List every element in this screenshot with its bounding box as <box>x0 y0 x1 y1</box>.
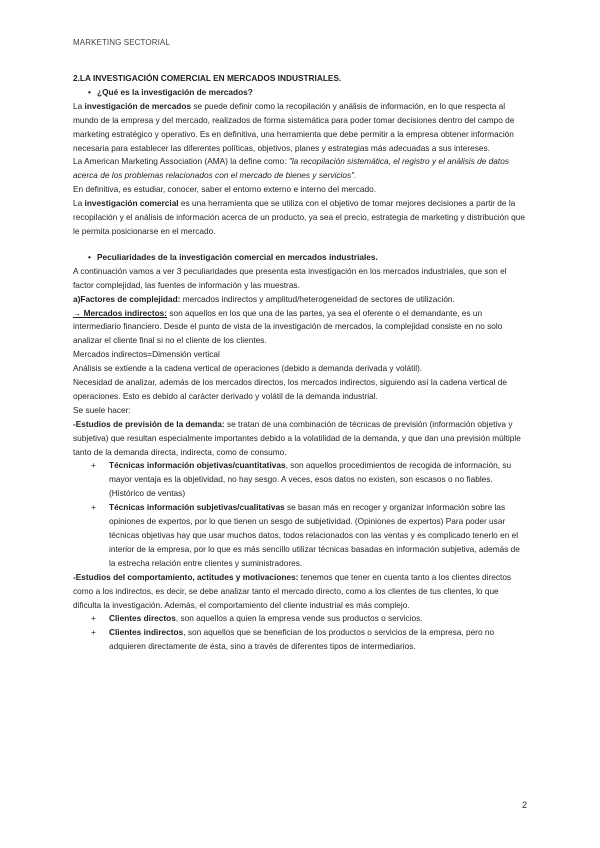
page-number: 2 <box>521 800 527 810</box>
paragraph-commercial: La investigación comercial es una herramienta que se utiliza con el objetivo de tomar mejores decisiones a partir de la recopilación y el análisis de información acerca de un producto, ya sea el precio, estrategia de marketing y distribución que le permita posicionarse en el mercado. <box>73 198 525 236</box>
bullet-question: • ¿Qué es la investigación de mercados? <box>73 86 528 100</box>
paragraph-indirect-markets: → Mercados indirectos: son aquellos en los que una de las partes, ya sea el oferente o el demandante, es un intermediario financiero. Desde el punto de vista de la investigación de mercados, la complejidad consiste en no solo analizar el cliente final si no el cliente de los clientes. <box>73 307 503 346</box>
running-header: MARKETING SECTORIAL <box>73 38 170 47</box>
paragraph-analysis: Análisis se extiende a la cadena vertical de operaciones (debido a demanda derivada y volátil). <box>73 363 423 374</box>
paragraph-ama: La American Marketing Association (AMA) la define como: "la recopilación sistemática, el registro y el análisis de datos acerca de los problemas relacionados con el mercado de bienes y servicios". <box>73 156 509 181</box>
list-item-objective: + Técnicas información objetivas/cuantitativas, son aquellos procedimientos de recogida de información, su mayor ventaja es la objetividad, no hay sesgo. A veces, esos datos no existen, son escasos o no fiables. (Histórico de ventas) <box>91 460 512 499</box>
list-item-indirect-clients: + Clientes indirectos, son aquellos que se benefician de los productos o servicios de la empresa, pero no adquieren directamente de ésta, sino a través de diferentes tipos de intermediarios. <box>91 627 495 652</box>
paragraph-behavior: -Estudios del comportamiento, actitudes y motivaciones: tenemos que tener en cuenta tanto a los clientes directos como a los indirectos, es decir, se debe analizar tanto el mercado directo, como a los clientes de tus clientes, lo que dificulta la investigación. Además, el comportamiento del cliente industrial es más complejo. <box>73 571 512 610</box>
paragraph-demand-forecast: -Estudios de previsión de la demanda: se tratan de una combinación de técnicas de previsión (información objetiva y subjetiva) que resultan especialmente importantes debido a la volatilidad de la demanda, y que dan una previsión múltiple tanto de la demanda directa, indirecta, como de consumo. <box>73 418 521 457</box>
paragraph-definition: La investigación de mercados se puede definir como la recopilación y análisis de información, en lo que respecta al mundo de la empresa y del mercado, realizados de forma sistemática para poder tomar decisiones dentro del campo de marketing estratégico y operativo. Es en definitiva, una herramienta que debe permitir a la empresa obtener información necesaria para establecer las diferentes políticas, objetivos, planes y estrategias más adecuadas a sus intereses. <box>73 100 515 153</box>
paragraph-intro: A continuación vamos a ver 3 peculiaridades que presenta esta investigación en los mercados industriales, que son el factor complejidad, las fuentes de información y las muestras. <box>73 265 507 290</box>
paragraph-vertical: Mercados indirectos=Dimensión vertical <box>73 349 220 360</box>
list-item-direct-clients: + Clientes directos, son aquellos a quien la empresa vende sus productos o servicios. <box>91 613 423 624</box>
paragraph-summary: En definitiva, es estudiar, conocer, saber el entorno externo e interno del mercado. <box>73 184 377 195</box>
bullet-peculiarities: • Peculiaridades de la investigación comercial en mercados industriales. <box>73 251 528 265</box>
list-item-subjective: + Técnicas información subjetivas/cualitativas se basan más en recoger y organizar información sobre las opiniones de expertos, por lo que tienen un sesgo de subjetividad. (Opiniones de expertos) Para poder usar técnicas objetivas hay que usar muchos datos, todos relacionados con las ventas y es complicado tenerlo en el interior de la empresa, por lo que es más sencillo utilizar técnicas basadas en información subjetiva, además de la estrecha relación entre clientes y suministradores. <box>91 502 520 568</box>
paragraph-usually: Se suele hacer: <box>73 404 131 415</box>
paragraph-complexity: a)Factores de complejidad: mercados indirectos y amplitud/heterogeneidad de sectores de utilización. <box>73 293 455 304</box>
paragraph-necessity: Necesidad de analizar, además de los mercados directos, los mercados indirectos, siguiendo así la cadena vertical de operaciones. Esto es debido al carácter derivado y volátil de la demanda industrial. <box>73 377 507 401</box>
document-body <box>73 72 528 654</box>
section-title: 2.LA INVESTIGACIÓN COMERCIAL EN MERCADOS INDUSTRIALES. <box>73 73 342 83</box>
